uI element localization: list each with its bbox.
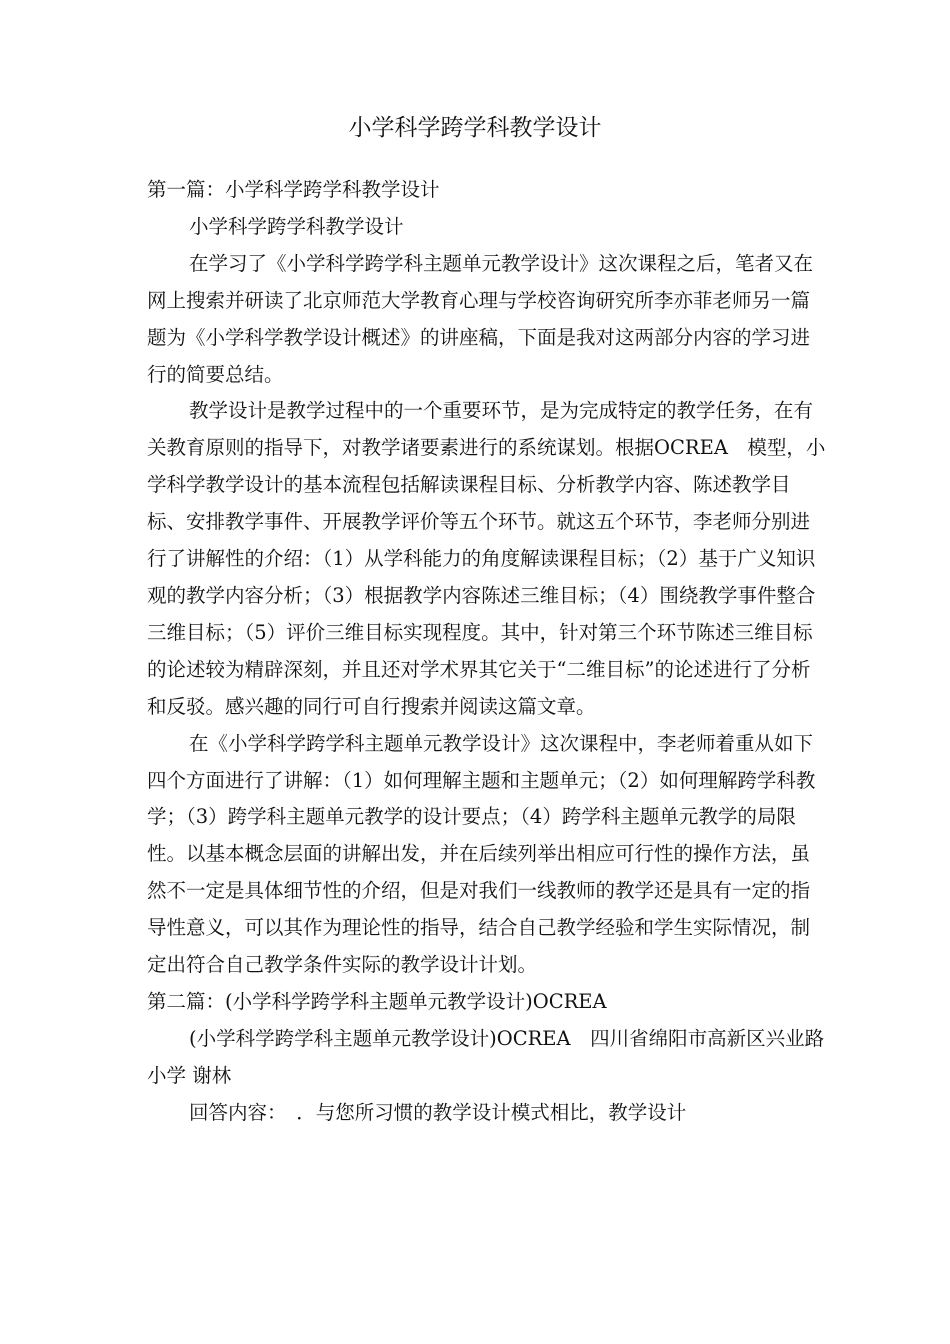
section-1-paragraph-2: 教学设计是教学过程中的一个重要环节，是为完成特定的教学任务，在有关教育原则的指导下，对教学诸要素进行的系统谋划。根据OCREA 模型，小学科学教学设计的基本流程包括解读课程目标、分析教学内容、陈述教学目标、安排教学事件、开展教学评价等五个环节。就这五个环节，李老师分别进行了讲解性的介绍：（1）从学科能力的角度解读课程目标；（2）基于广义知识观的教学内容分析；（3）根据教学内容陈述三维目标；（4）围绕教学事件整合三维目标；（5）评价三维目标实现程度。其中，针对第三个环节陈述三维目标的论述较为精辟深刻，并且还对学术界其它关于“二维目标”的论述进行了分析和反驳。感兴趣的同行可自行搜索并阅读这篇文章。: [147, 399, 826, 718]
section-1-paragraph-3: 在《小学科学跨学科主题单元教学设计》这次课程中，李老师着重从如下四个方面进行了讲解：（1）如何理解主题和主题单元；（2）如何理解跨学科教学；（3）跨学科主题单元教学的设计要点；（4）跨学科主题单元教学的局限性。以基本概念层面的讲解出发，并在后续列举出相应可行性的操作方法，虽然不一定是具体细节性的介绍，但是对我们一线教师的教学还是具有一定的指导性意义，可以其作为理论性的指导，结合自己教学经验和学生实际情况，制定出符合自己教学条件实际的教学设计计划。: [147, 731, 816, 977]
section-2-paragraph-1: (小学科学跨学科主题单元教学设计)OCREA 四川省绵阳市高新区兴业路小学 谢林: [147, 1026, 825, 1087]
section-1-heading: 第一篇：小学科学跨学科教学设计: [147, 178, 440, 201]
document-body: [147, 172, 827, 1132]
document-title: 小学科学跨学科教学设计: [348, 115, 602, 141]
section-1-paragraph-1: 在学习了《小学科学跨学科主题单元教学设计》这次课程之后，笔者又在网上搜索并研读了北京师范大学教育心理与学校咨询研究所李亦菲老师另一篇题为《小学科学教学设计概述》的讲座稿，下面是我对这两部分内容的学习进行的简要总结。: [147, 251, 814, 386]
section-1-subtitle: 小学科学跨学科教学设计: [189, 214, 404, 238]
section-2-paragraph-2: 回答内容： ．与您所习惯的教学设计模式相比，教学设计: [189, 1100, 687, 1124]
section-2-heading: 第二篇：(小学科学跨学科主题单元教学设计)OCREA: [147, 989, 607, 1013]
